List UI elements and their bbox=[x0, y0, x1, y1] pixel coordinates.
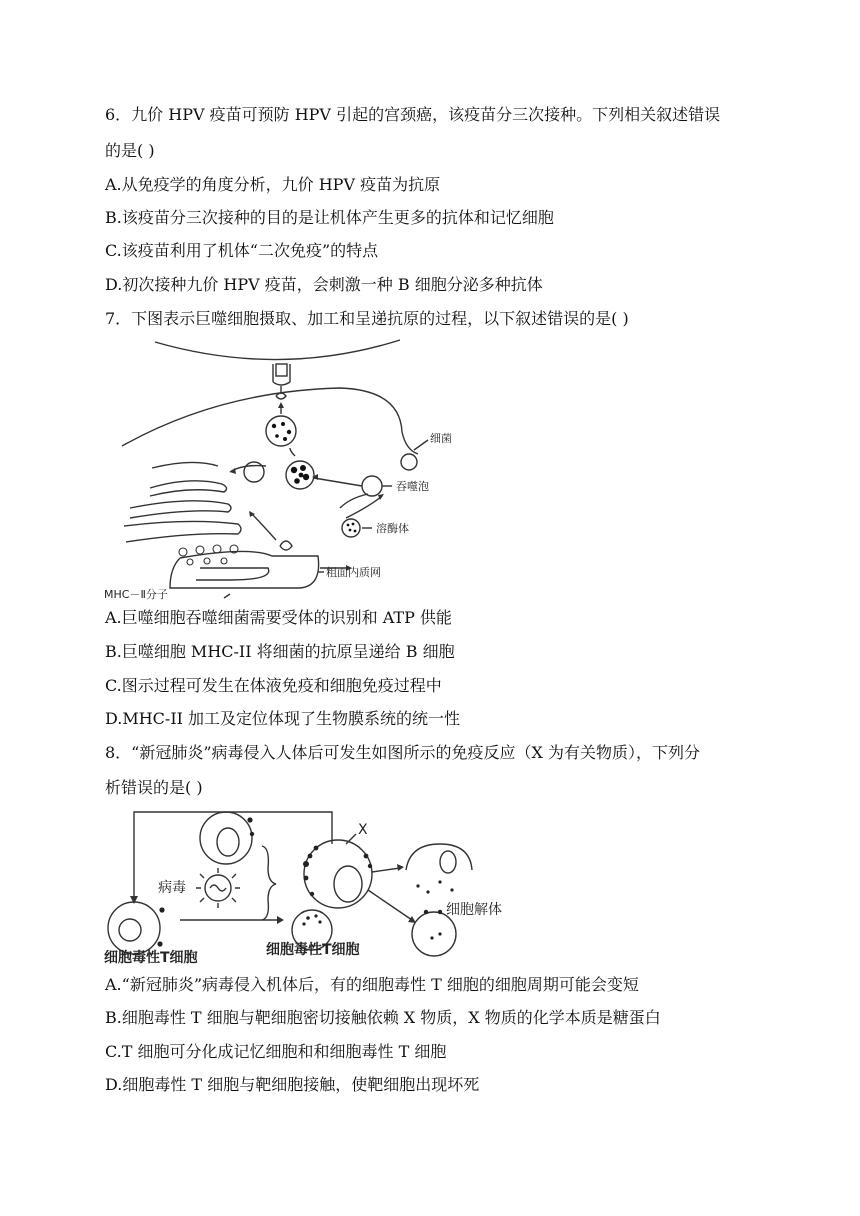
label-cytotoxic-t-mid: 细胞毒性T细胞 bbox=[266, 942, 360, 958]
q6-stem-line-1: 6．九价 HPV 疫苗可预防 HPV 引起的宫颈癌，该疫苗分三次接种。下列相关叙述错误 bbox=[105, 105, 721, 124]
label-lysosome: 溶酶体 bbox=[376, 522, 409, 535]
q7-option-a: A.巨噬细胞吞噬细菌需要受体的识别和 ATP 供能 bbox=[105, 608, 452, 627]
q6-option-a: A.从免疫学的角度分析，九价 HPV 疫苗为抗原 bbox=[105, 175, 441, 194]
label-cell-lysis: 细胞解体 bbox=[446, 902, 502, 918]
macrophage-antigen-diagram bbox=[100, 336, 460, 600]
label-virus: 病毒 bbox=[158, 880, 186, 896]
label-cytotoxic-t-left: 细胞毒性T细胞 bbox=[104, 950, 198, 966]
q7-option-c: C.图示过程可发生在体液免疫和细胞免疫过程中 bbox=[105, 676, 442, 695]
q8-stem-line-2: 析错误的是( ) bbox=[105, 778, 203, 797]
label-phagosome: 吞噬泡 bbox=[396, 480, 429, 493]
label-bacteria: 细菌 bbox=[430, 432, 452, 445]
q6-option-c: C.该疫苗利用了机体“二次免疫”的特点 bbox=[105, 241, 379, 260]
q7-stem: 7．下图表示巨噬细胞摄取、加工和呈递抗原的过程，以下叙述错误的是( ) bbox=[105, 309, 629, 328]
label-mhc2: MHC－Ⅱ分子 bbox=[104, 588, 168, 600]
q6-option-b: B.该疫苗分三次接种的目的是让机体产生更多的抗体和记忆细胞 bbox=[105, 208, 554, 227]
label-x: X bbox=[358, 822, 368, 838]
q8-option-d: D.细胞毒性 T 细胞与靶细胞接触，使靶细胞出现坏死 bbox=[105, 1075, 480, 1094]
q7-option-d: D.MHC-II 加工及定位体现了生物膜系统的统一性 bbox=[105, 709, 461, 728]
cytotoxic-t-cell-diagram bbox=[100, 808, 520, 966]
q7-option-b: B.巨噬细胞 MHC-II 将细菌的抗原呈递给 B 细胞 bbox=[105, 642, 455, 661]
q6-option-d: D.初次接种九价 HPV 疫苗，会刺激一种 B 细胞分泌多种抗体 bbox=[105, 275, 543, 294]
q8-stem-line-1: 8．“新冠肺炎”病毒侵入人体后可发生如图所示的免疫反应（X 为有关物质），下列分 bbox=[105, 743, 701, 762]
q8-option-a: A.“新冠肺炎”病毒侵入机体后，有的细胞毒性 T 细胞的细胞周期可能会变短 bbox=[105, 975, 639, 994]
label-rough-er: 粗面内质网 bbox=[326, 566, 381, 579]
q8-option-b: B.细胞毒性 T 细胞与靶细胞密切接触依赖 X 物质，X 物质的化学本质是糖蛋白 bbox=[105, 1008, 661, 1027]
q8-option-c: C.T 细胞可分化成记忆细胞和和细胞毒性 T 细胞 bbox=[105, 1042, 447, 1061]
q6-stem-line-2: 的是( ) bbox=[105, 141, 155, 160]
